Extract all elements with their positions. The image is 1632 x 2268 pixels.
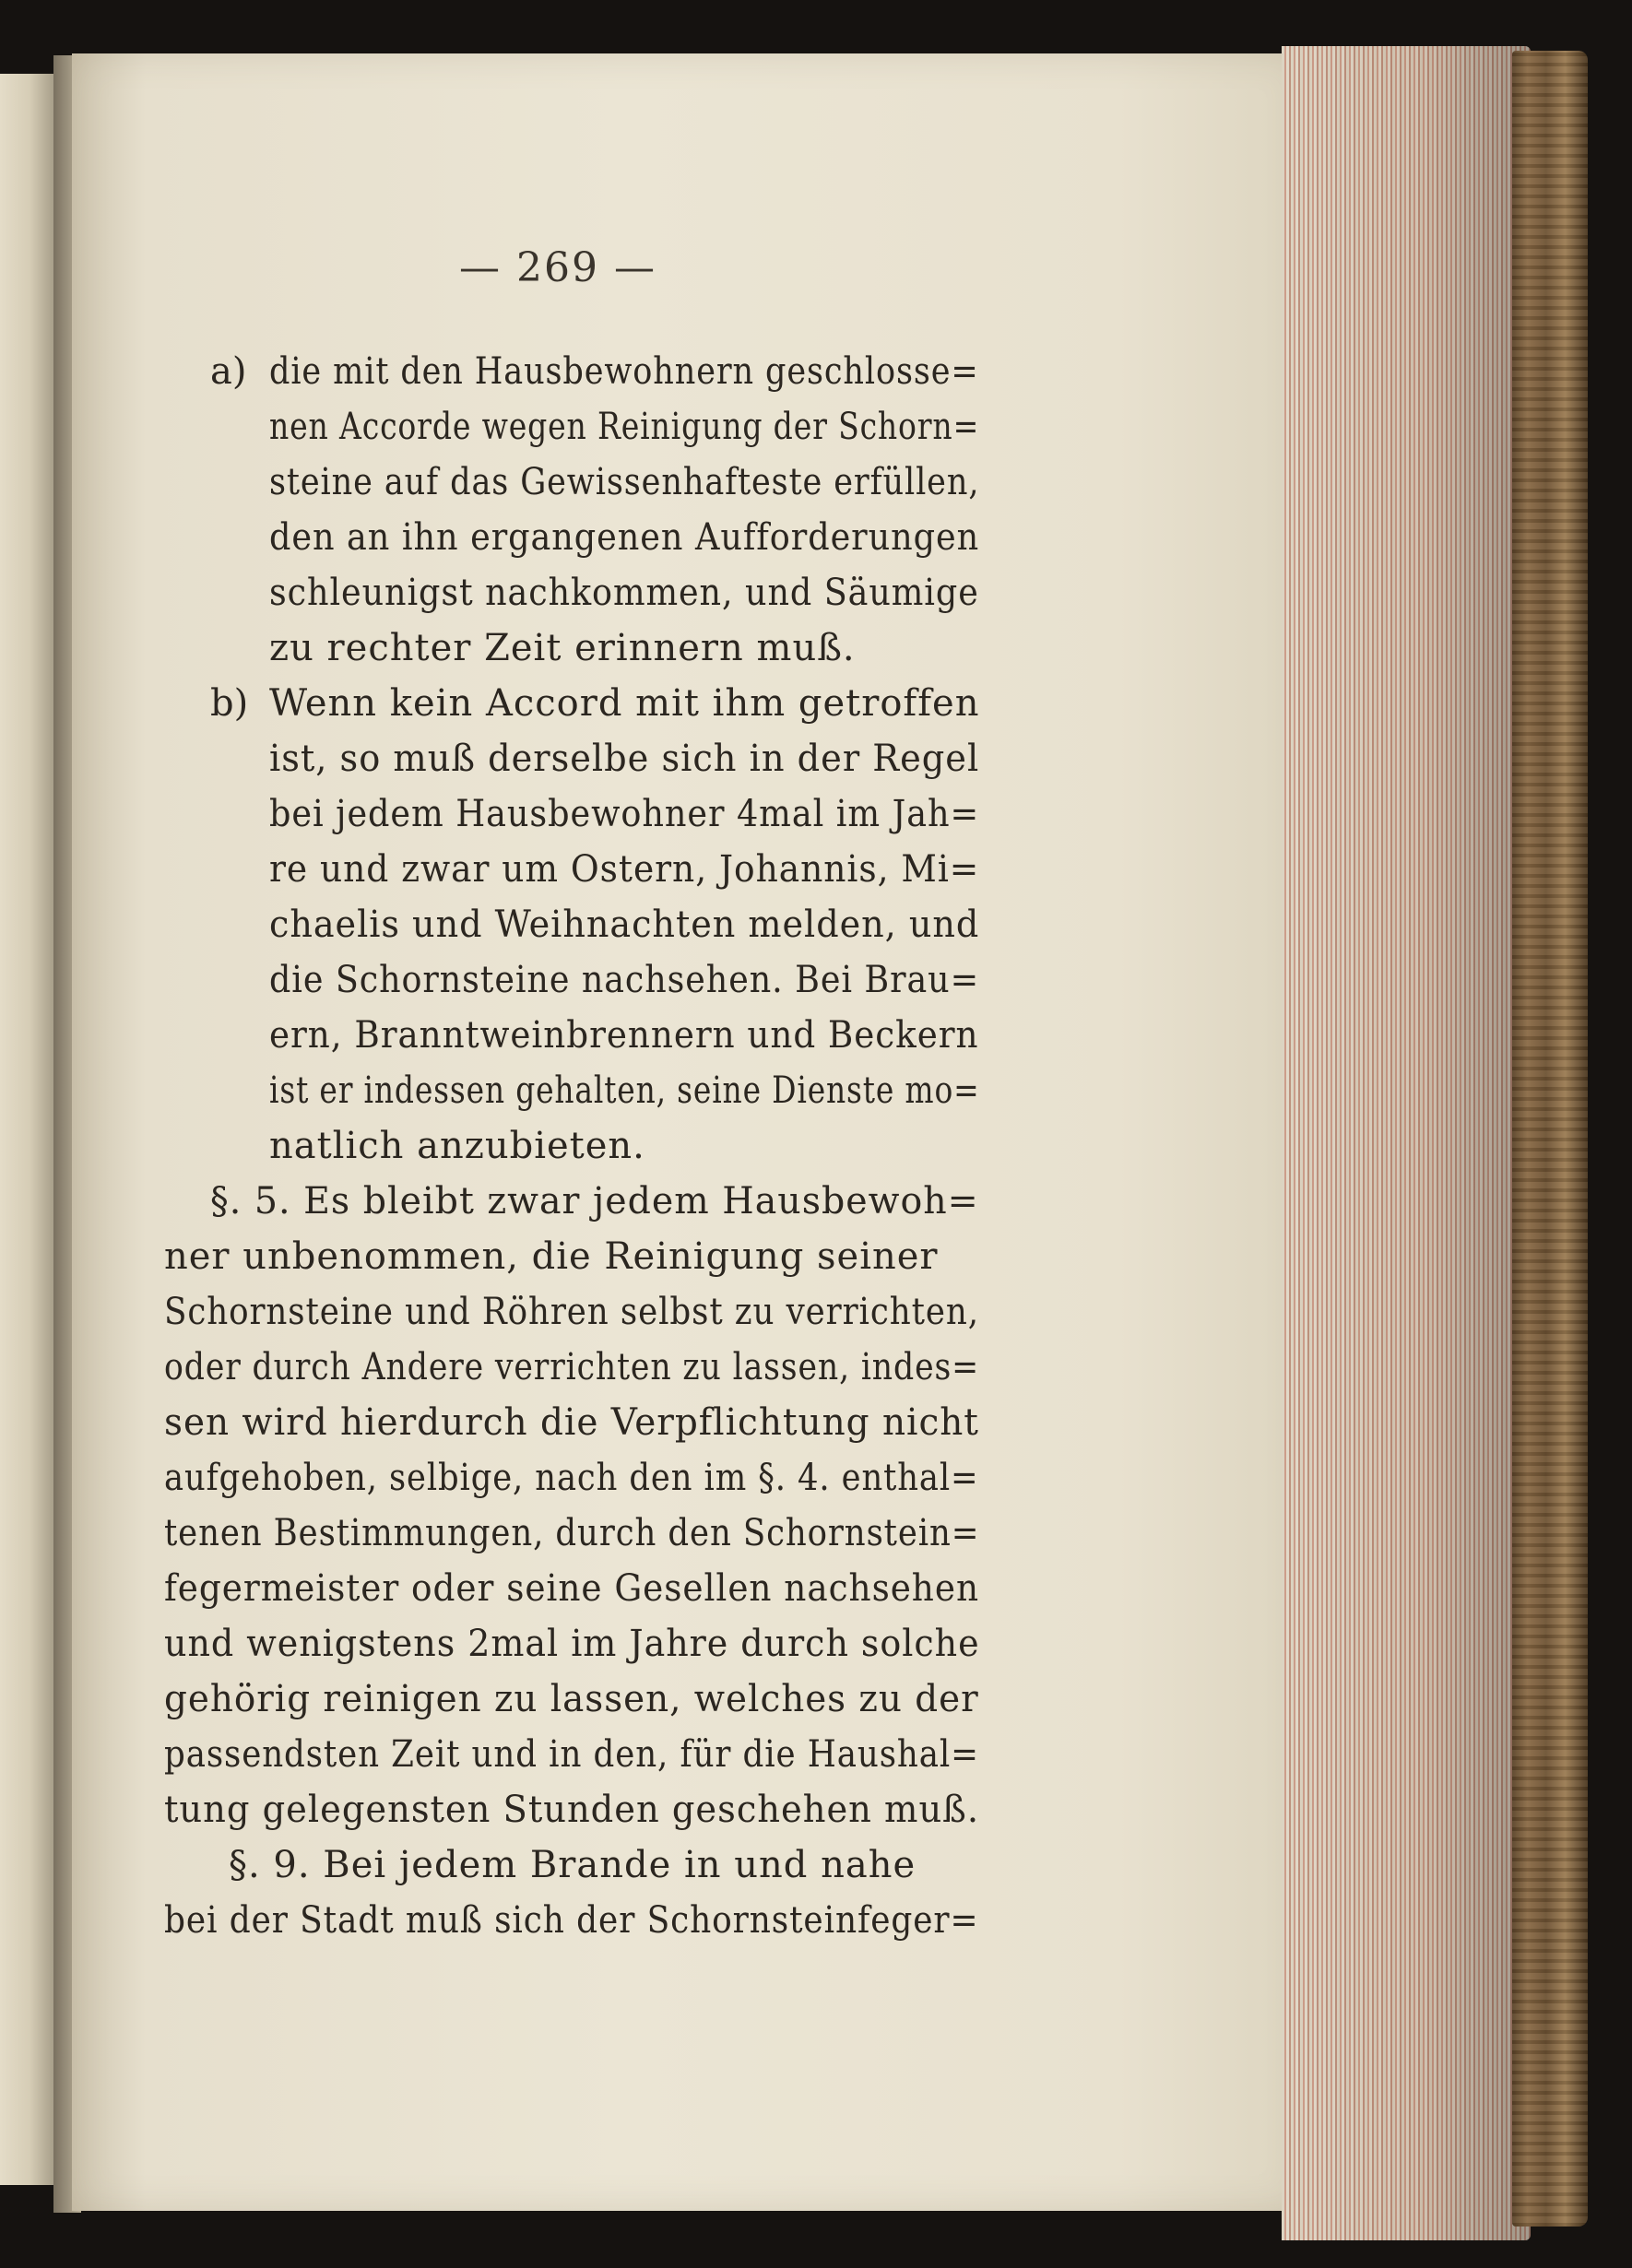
section-5-line: passendsten Zeit und in den, für die Haushal=	[164, 1733, 979, 1776]
section-5-line: sen wird hierdurch die Verpflichtung nicht	[164, 1401, 979, 1444]
item-a-line: die mit den Hausbewohnern geschlosse=	[269, 350, 979, 393]
section-5-line: tenen Bestimmungen, durch den Schornstein=	[164, 1512, 980, 1554]
section-5-line: §. 5. Es bleibt zwar jedem Hausbewoh=	[210, 1180, 979, 1223]
item-b-line: ist er indessen gehalten, seine Dienste mo=	[269, 1069, 980, 1112]
item-a-line: steine auf das Gewissenhafteste erfüllen,	[269, 461, 980, 503]
item-a-line: schleunigst nachkommen, und Säumige	[269, 572, 979, 614]
section-5-line: tung gelegensten Stunden geschehen muß.	[164, 1789, 980, 1831]
section-5-line: ner unbenommen, die Reinigung seiner	[164, 1235, 939, 1278]
item-b-line: bei jedem Hausbewohner 4mal im Jah=	[269, 793, 980, 835]
item-b-line: chaelis und Weihnachten melden, und	[269, 904, 980, 946]
item-b-label: b)	[210, 682, 249, 725]
page-number: — 269 —	[459, 244, 656, 291]
section-5-line: oder durch Andere verrichten zu lassen, indes=	[164, 1346, 980, 1388]
section-9-line: §. 9. Bei jedem Brande in und nahe	[229, 1844, 917, 1886]
section-5-line: fegermeister oder seine Gesellen nachsehen	[164, 1567, 980, 1610]
previous-page-edge	[0, 74, 53, 2185]
item-b-line: re und zwar um Ostern, Johannis, Mi=	[269, 848, 980, 891]
item-a-label: a)	[210, 350, 247, 393]
item-b-line: Wenn kein Accord mit ihm getroffen	[269, 682, 980, 725]
item-a-line: zu rechter Zeit erinnern muß.	[269, 627, 856, 669]
item-b-line: natlich anzubieten.	[269, 1125, 645, 1167]
item-b-line: die Schornsteine nachsehen. Bei Brau=	[269, 959, 980, 1001]
item-a-line: nen Accorde wegen Reinigung der Schorn=	[269, 406, 980, 448]
item-a-line: den an ihn ergangenen Aufforderungen	[269, 516, 980, 559]
item-b-line: ist, so muß derselbe sich in der Regel	[269, 738, 980, 780]
item-b-line: ern, Branntweinbrennern und Beckern	[269, 1014, 979, 1057]
section-5-line: aufgehoben, selbige, nach den im §. 4. enthal=	[164, 1457, 979, 1499]
section-9-line: bei der Stadt muß sich der Schornsteinfeger=	[164, 1899, 979, 1942]
section-5-line: gehörig reinigen zu lassen, welches zu der	[164, 1678, 979, 1720]
section-5-line: und wenigstens 2mal im Jahre durch solche	[164, 1623, 980, 1665]
section-5-line: Schornsteine und Röhren selbst zu verrichten,	[164, 1291, 979, 1333]
